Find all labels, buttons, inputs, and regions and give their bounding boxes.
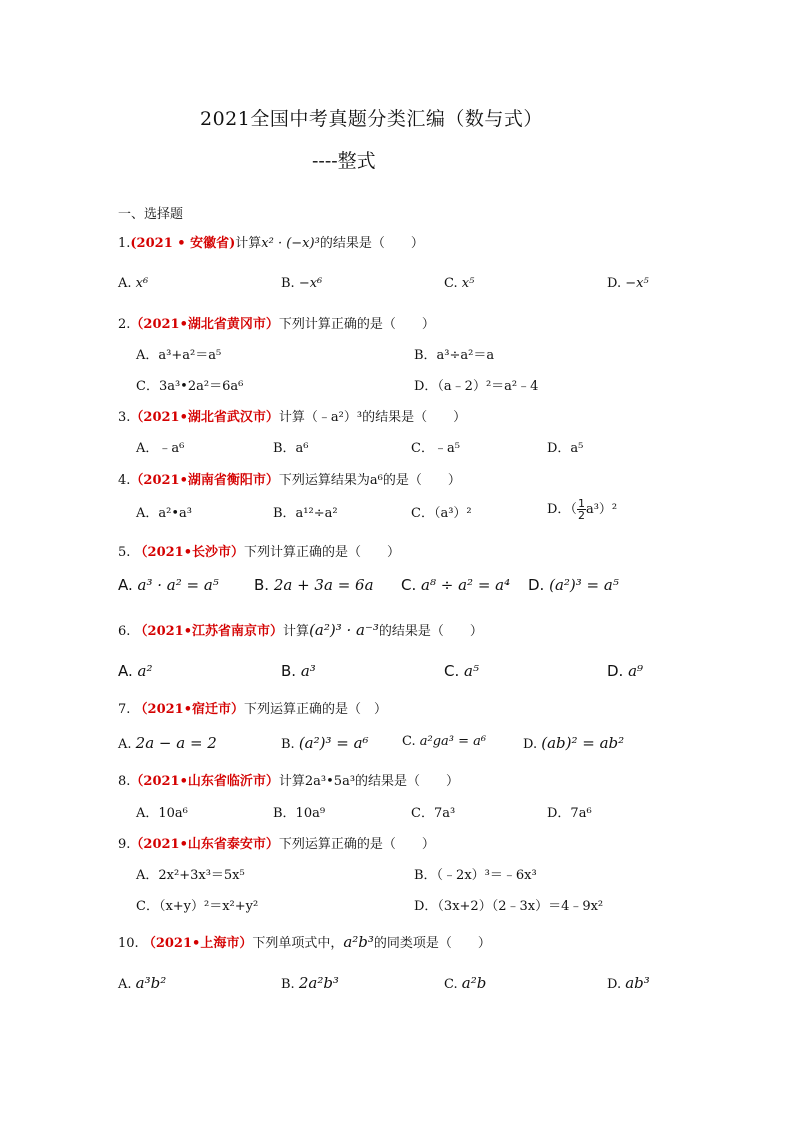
question-source: （2021•山东省泰安市） xyxy=(130,837,279,852)
option-d: D．（ $\frac{1}{2}$ a³）² xyxy=(547,497,618,522)
question-stem: 计算 xyxy=(235,236,262,251)
option-b: B．a¹²÷a² xyxy=(273,506,338,521)
option-c: C．﹣a⁵ xyxy=(411,441,460,456)
question-number: 6. xyxy=(118,624,131,639)
option-c: C. a²ga³ = a⁶ xyxy=(402,734,487,749)
option-d: D．（3x+2）（2﹣3x）＝4﹣9x² xyxy=(414,899,604,914)
question-number: 8. xyxy=(118,774,131,789)
document-title: 2021全国中考真题分类汇编（数与式） xyxy=(200,108,543,130)
question-source: （2021•湖北省黄冈市） xyxy=(130,317,279,332)
option-c: C．7a³ xyxy=(411,806,456,821)
question-7 xyxy=(118,698,387,717)
question-3 xyxy=(118,406,466,425)
question-source: （2021•江苏省南京市） xyxy=(134,624,284,639)
question-stem: 下列单项式中， xyxy=(252,936,344,951)
question-expression: a²b³ xyxy=(343,933,374,951)
fraction: $\frac{1}{2}$ xyxy=(577,497,585,522)
option-c: C．（a³）² xyxy=(411,506,472,521)
option-c: C．（x+y）²＝x²+y² xyxy=(136,899,259,914)
option-c: C. a²b xyxy=(444,974,487,992)
option-a: A. a³ · a² = a⁵ xyxy=(118,576,219,594)
option-a: A. a³b² xyxy=(118,974,167,992)
option-d: D. a⁹ xyxy=(607,662,644,680)
question-6 xyxy=(118,620,483,639)
option-b: B．10a⁹ xyxy=(273,806,326,821)
question-number: 4. xyxy=(118,473,131,488)
option-b: B．a³÷a²＝a xyxy=(414,348,495,363)
question-stem-end: 的结果是（ ） xyxy=(319,236,424,251)
option-b: B. 2a²b³ xyxy=(281,974,339,992)
option-b: B. (a²)³ = a⁶ xyxy=(281,734,369,752)
question-stem-end: 的结果是（ ） xyxy=(378,624,483,639)
option-d: D. −x⁵ xyxy=(607,276,649,291)
option-c: C. a⁸ ÷ a² = a⁴ xyxy=(401,576,511,594)
option-a: A．10a⁶ xyxy=(136,806,188,821)
question-expression: (a²)³ · a⁻³ xyxy=(309,621,379,639)
option-b: B. a³ xyxy=(281,662,316,680)
document-subtitle: ----整式 xyxy=(312,150,376,172)
question-number: 3. xyxy=(118,410,131,425)
option-c: C. a⁵ xyxy=(444,662,479,680)
section-heading: 一、选择题 xyxy=(118,207,184,222)
option-c: C．3a³•2a²＝6a⁶ xyxy=(136,379,244,394)
question-number: 2. xyxy=(118,317,131,332)
question-number: 1. xyxy=(118,236,131,251)
question-stem: 下列运算结果为a⁶的是（ ） xyxy=(278,473,461,488)
option-d: D．7a⁶ xyxy=(547,806,592,821)
option-b: B．（﹣2x）³＝﹣6x³ xyxy=(414,868,537,883)
option-d: D. ab³ xyxy=(607,974,650,992)
option-c: C. x⁵ xyxy=(444,276,475,291)
question-source: （2021•宿迁市） xyxy=(134,702,245,717)
question-stem: 下列计算正确的是（ ） xyxy=(278,317,435,332)
question-9 xyxy=(118,833,435,852)
question-2 xyxy=(118,313,435,332)
question-number: 9. xyxy=(118,837,131,852)
option-d: D．（a﹣2）²＝a²﹣4 xyxy=(414,379,539,394)
question-10 xyxy=(118,932,491,951)
question-4 xyxy=(118,469,461,488)
question-5 xyxy=(118,541,400,560)
question-source: （2021•上海市） xyxy=(142,936,253,951)
question-stem: 下列运算正确的是（ ） xyxy=(278,837,435,852)
option-b: B．a⁶ xyxy=(273,441,309,456)
question-stem: 计算2a³•5a³的结果是（ ） xyxy=(278,774,460,789)
question-source: （2021•湖北省武汉市） xyxy=(130,410,279,425)
question-1 xyxy=(118,232,424,251)
question-number: 10. xyxy=(118,936,139,951)
question-stem-end: 的同类项是（ ） xyxy=(373,936,491,951)
option-d: D．a⁵ xyxy=(547,441,584,456)
question-stem: 计算（﹣a²）³的结果是（ ） xyxy=(278,410,467,425)
option-b: B. 2a + 3a = 6a xyxy=(254,576,374,594)
option-a: A. x⁶ xyxy=(118,276,149,291)
question-stem: 下列计算正确的是（ ） xyxy=(244,545,401,560)
option-a: A. a² xyxy=(118,662,153,680)
option-a: A．2x²+3x³＝5x⁵ xyxy=(136,868,245,883)
question-source: (2021 • 安徽省) xyxy=(130,236,236,251)
question-stem: 计算 xyxy=(283,624,310,639)
option-d: D. (a²)³ = a⁵ xyxy=(528,576,619,594)
question-number: 7. xyxy=(118,702,131,717)
option-a: A．﹣a⁶ xyxy=(136,441,185,456)
option-b: B. −x⁶ xyxy=(281,276,323,291)
option-a: A．a³+a²＝a⁵ xyxy=(136,348,222,363)
question-number: 5. xyxy=(118,545,131,560)
option-a: A．a²•a³ xyxy=(136,506,192,521)
question-8 xyxy=(118,770,459,789)
question-source: （2021•山东省临沂市） xyxy=(130,774,279,789)
question-source: （2021•湖南省衡阳市） xyxy=(130,473,279,488)
question-stem: 下列运算正确的是（ ） xyxy=(244,702,388,717)
question-source: （2021•长沙市） xyxy=(134,545,245,560)
question-expression: x² · (−x)³ xyxy=(261,236,320,251)
option-a: A. 2a − a = 2 xyxy=(118,734,217,752)
option-d: D. (ab)² = ab² xyxy=(523,734,625,752)
